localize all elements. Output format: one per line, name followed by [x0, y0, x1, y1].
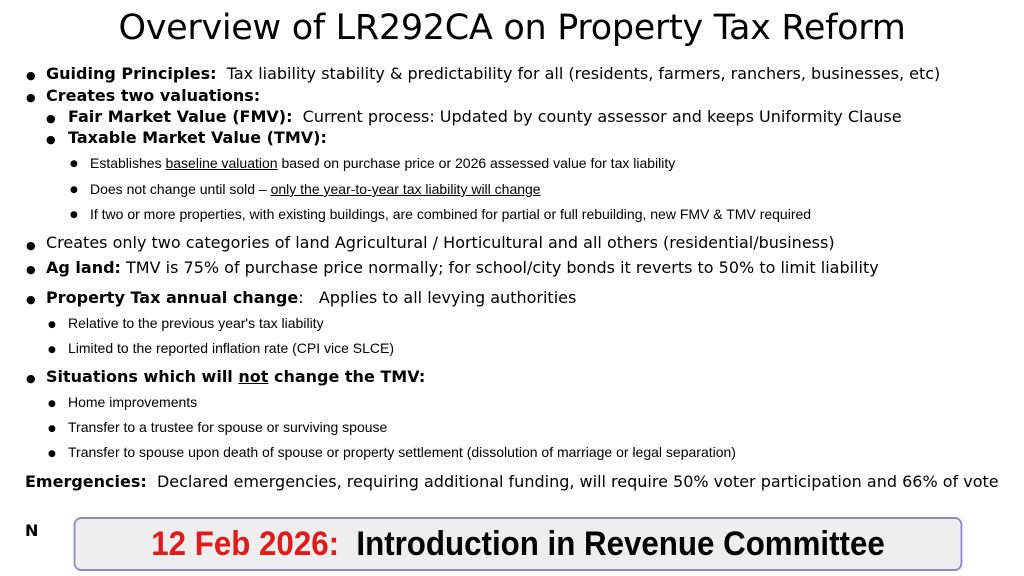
fmv-line — [68, 107, 902, 126]
annual-sub-1-text: Relative to the previous year's tax liability — [68, 315, 324, 331]
tmv-sub-1-text: Establishes — [90, 155, 166, 171]
bullet-icon: ● — [48, 424, 56, 434]
bullet-icon: ● — [48, 399, 56, 409]
situations-label-end: change the TMV: — [268, 367, 426, 386]
fmv-label: Fair Market Value (FMV): — [68, 107, 293, 126]
situations-sub-2-text: Transfer to a trustee for spouse or surviving spouse — [68, 419, 388, 435]
ag-land-text: TMV is 75% of purchase price normally; for school/city bonds it reverts to 50% to limit liability — [126, 258, 879, 277]
introduction-banner — [74, 517, 963, 571]
situations-sub-1-text: Home improvements — [68, 394, 198, 410]
tmv-sub-3 — [90, 206, 811, 222]
tmv-sub-2-text: Does not change until sold – — [90, 181, 271, 197]
bullet-icon: ● — [46, 112, 56, 125]
guiding-principles-line — [46, 64, 940, 83]
emergencies-paragraph — [25, 472, 1005, 492]
bullet-icon: ● — [48, 345, 56, 355]
fmv-text: Current process: Updated by county assessor and keeps Uniformity Clause — [302, 107, 902, 126]
tmv-sub-1-underlined: baseline valuation — [165, 155, 278, 171]
guiding-principles-text: Tax liability stability & predictability for all (residents, farmers, ranchers, businesses, etc) — [226, 64, 941, 83]
categories-text: Creates only two categories of land Agricultural / Horticultural and all others (residential/business) — [46, 233, 835, 252]
situations-sub-3-text: Transfer to spouse upon death of spouse or property settlement (dissolution of marriage or legal separation) — [68, 444, 736, 460]
bullet-icon: ● — [70, 210, 78, 220]
annual-change-line: Property Tax annual change: Applies to all levying authorities — [46, 288, 577, 307]
banner-date: 12 Feb 2026: — [151, 525, 340, 563]
situations-line — [46, 367, 425, 386]
annual-sub-2-text: Limited to the reported inflation rate (CPI vice SLCE) — [68, 340, 395, 356]
tmv-sub-1 — [90, 155, 675, 171]
bullet-icon: ● — [46, 133, 56, 146]
situations-sub-3 — [68, 444, 736, 460]
bullet-icon: ● — [48, 320, 56, 330]
bullet-icon: ● — [70, 159, 78, 169]
bullet-icon: ● — [26, 263, 36, 276]
tmv-sub-2 — [90, 181, 541, 197]
situations-sub-2 — [68, 419, 387, 435]
ag-land-label: Ag land: — [46, 258, 121, 277]
bullet-icon: ● — [70, 185, 78, 195]
bullet-icon: ● — [48, 449, 56, 459]
categories-line — [46, 233, 835, 252]
tmv-line — [68, 128, 327, 147]
ag-land-line — [46, 258, 879, 277]
situations-not: not — [238, 367, 269, 386]
valuations-line — [46, 86, 260, 105]
valuations-label: Creates two valuations: — [46, 86, 261, 105]
bullet-icon: ● — [26, 293, 36, 306]
emergencies-label: Emergencies: — [25, 472, 147, 491]
situations-sub-1 — [68, 394, 197, 410]
page-title: Overview of LR292CA on Property Tax Reform — [118, 8, 906, 48]
emergencies-text: Declared emergencies, requiring additional funding, will require 50% voter participation and 66% of vote — [156, 472, 999, 491]
obscured-line-start: N — [25, 521, 39, 540]
situations-label: Situations which will — [46, 367, 239, 386]
tmv-sub-2-underlined: only the year-to-year tax liability will change — [270, 181, 541, 197]
annual-change-label: Property Tax annual change — [46, 288, 299, 307]
bullet-icon: ● — [26, 91, 36, 104]
tmv-sub-1-text-end: based on purchase price or 2026 assessed value for tax liability — [277, 155, 676, 171]
bullet-icon: ● — [26, 69, 36, 82]
annual-sub-1 — [68, 315, 324, 331]
tmv-sub-3-text: If two or more properties, with existing buildings, are combined for partial or full rebuilding, new FMV & TMV required — [90, 206, 812, 222]
annual-sub-2 — [68, 340, 394, 356]
bullet-icon: ● — [26, 372, 36, 385]
guiding-principles-label: Guiding Principles: — [46, 64, 217, 83]
banner-text: Introduction in Revenue Committee — [356, 525, 885, 563]
annual-change-text: Applies to all levying authorities — [318, 288, 577, 307]
bullet-icon: ● — [26, 239, 36, 252]
tmv-label: Taxable Market Value (TMV): — [68, 128, 327, 147]
